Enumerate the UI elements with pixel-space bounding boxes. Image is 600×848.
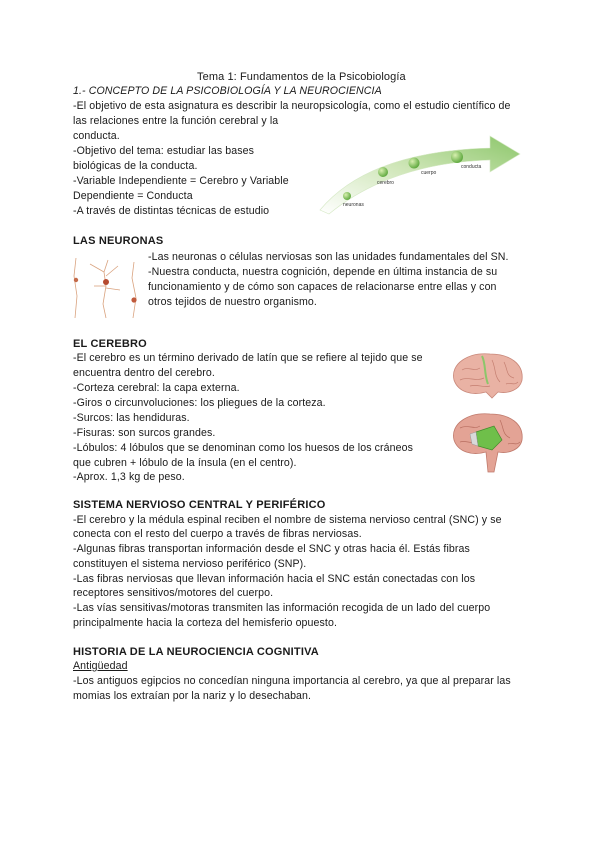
cerebro-line: -El cerebro es un término derivado de latín que se refiere al tejido que se [73, 352, 423, 364]
snc-line: receptores sensitivos/motores del cuerpo. [73, 587, 274, 599]
level-ball-cuerpo [409, 158, 420, 169]
cerebro-line: encuentra dentro del cerebro. [73, 367, 215, 379]
diagram-label-conducta: conducta [461, 164, 482, 170]
brain-lobes-illustration [448, 410, 528, 478]
heading-historia: HISTORIA DE LA NEUROCIENCIA COGNITIVA [73, 646, 319, 658]
snc-line: -Las vías sensitivas/motoras transmiten las información recogida de un lado del cuerpo [73, 602, 491, 614]
section-title-concepto: 1.- CONCEPTO DE LA PSICOBIOLOGÍA Y LA NEUROCIENCIA [73, 85, 382, 97]
intro-line: biológicas de la conducta. [73, 160, 198, 172]
heading-cerebro: EL CEREBRO [73, 338, 147, 350]
neurons-illustration [68, 256, 143, 321]
diagram-label-neuronas: neuronas [343, 202, 364, 208]
neuronas-line: -Nuestra conducta, nuestra cognición, depende en última instancia de su [148, 266, 498, 278]
intro-line: las relaciones entre la función cerebral y la [73, 115, 279, 127]
level-ball-conducta [451, 151, 463, 163]
intro-line: -Objetivo del tema: estudiar las bases [73, 145, 255, 157]
snc-line: -Las fibras nerviosas que llevan información hacia el SNC están conectadas con los [73, 573, 476, 585]
neuronas-line: otros tejidos de nuestro organismo. [148, 296, 317, 308]
cerebro-line: -Aprox. 1,3 kg de peso. [73, 471, 185, 483]
snc-line: -Algunas fibras transportan información desde el SNC y otras hacia él. Estás fibras [73, 543, 470, 555]
levels-arrow-diagram [315, 128, 525, 218]
intro-line: -El objetivo de esta asignatura es describir la neuropsicología, como el estudio científico de [73, 100, 511, 112]
diagram-label-cuerpo: cuerpo [421, 170, 437, 176]
level-ball-neuronas [343, 192, 351, 200]
snc-line: -El cerebro y la médula espinal reciben el nombre de sistema nervioso central (SNC) y se [73, 514, 502, 526]
snc-line: principalmente hacia la corteza del hemisferio opuesto. [73, 617, 338, 629]
heading-snc: SISTEMA NERVIOSO CENTRAL Y PERIFÉRICO [73, 499, 326, 511]
intro-line: conducta. [73, 130, 120, 142]
cerebro-line: -Lóbulos: 4 lóbulos que se denominan como los huesos de los cráneos [73, 442, 414, 454]
cerebro-line: -Surcos: las hendiduras. [73, 412, 190, 424]
neuronas-line: funcionamiento y de cómo son capaces de relacionarse entre ellas y con [148, 281, 497, 293]
brain-lateral-illustration [448, 350, 528, 400]
intro-line: Dependiente = Conducta [73, 190, 193, 202]
historia-line: -Los antiguos egipcios no concedían ninguna importancia al cerebro, ya que al preparar las [73, 675, 511, 687]
cerebro-line: que cubren + lóbulo de la ínsula (en el centro). [73, 457, 297, 469]
diagram-label-cerebro: cerebro [377, 180, 394, 186]
intro-line: -Variable Independiente = Cerebro y Variable [73, 175, 289, 187]
level-ball-cerebro [378, 167, 388, 177]
subheading-antiguedad: Antigüedad [73, 660, 128, 672]
cerebro-line: -Fisuras: son surcos grandes. [73, 427, 216, 439]
document-title: Tema 1: Fundamentos de la Psicobiología [197, 71, 406, 83]
intro-line: -A través de distintas técnicas de estudio [73, 205, 270, 217]
snc-line: conecta con el resto del cuerpo a través de fibras nerviosas. [73, 528, 362, 540]
cerebro-line: -Corteza cerebral: la capa externa. [73, 382, 240, 394]
neuronas-line: -Las neuronas o células nerviosas son las unidades fundamentales del SN. [148, 251, 509, 263]
historia-line: momias los extraían por la nariz y lo desechaban. [73, 690, 312, 702]
cerebro-line: -Giros o circunvoluciones: los pliegues de la corteza. [73, 397, 326, 409]
heading-neuronas: LAS NEURONAS [73, 235, 164, 247]
snc-line: constituyen el sistema nervioso periférico (SNP). [73, 558, 307, 570]
